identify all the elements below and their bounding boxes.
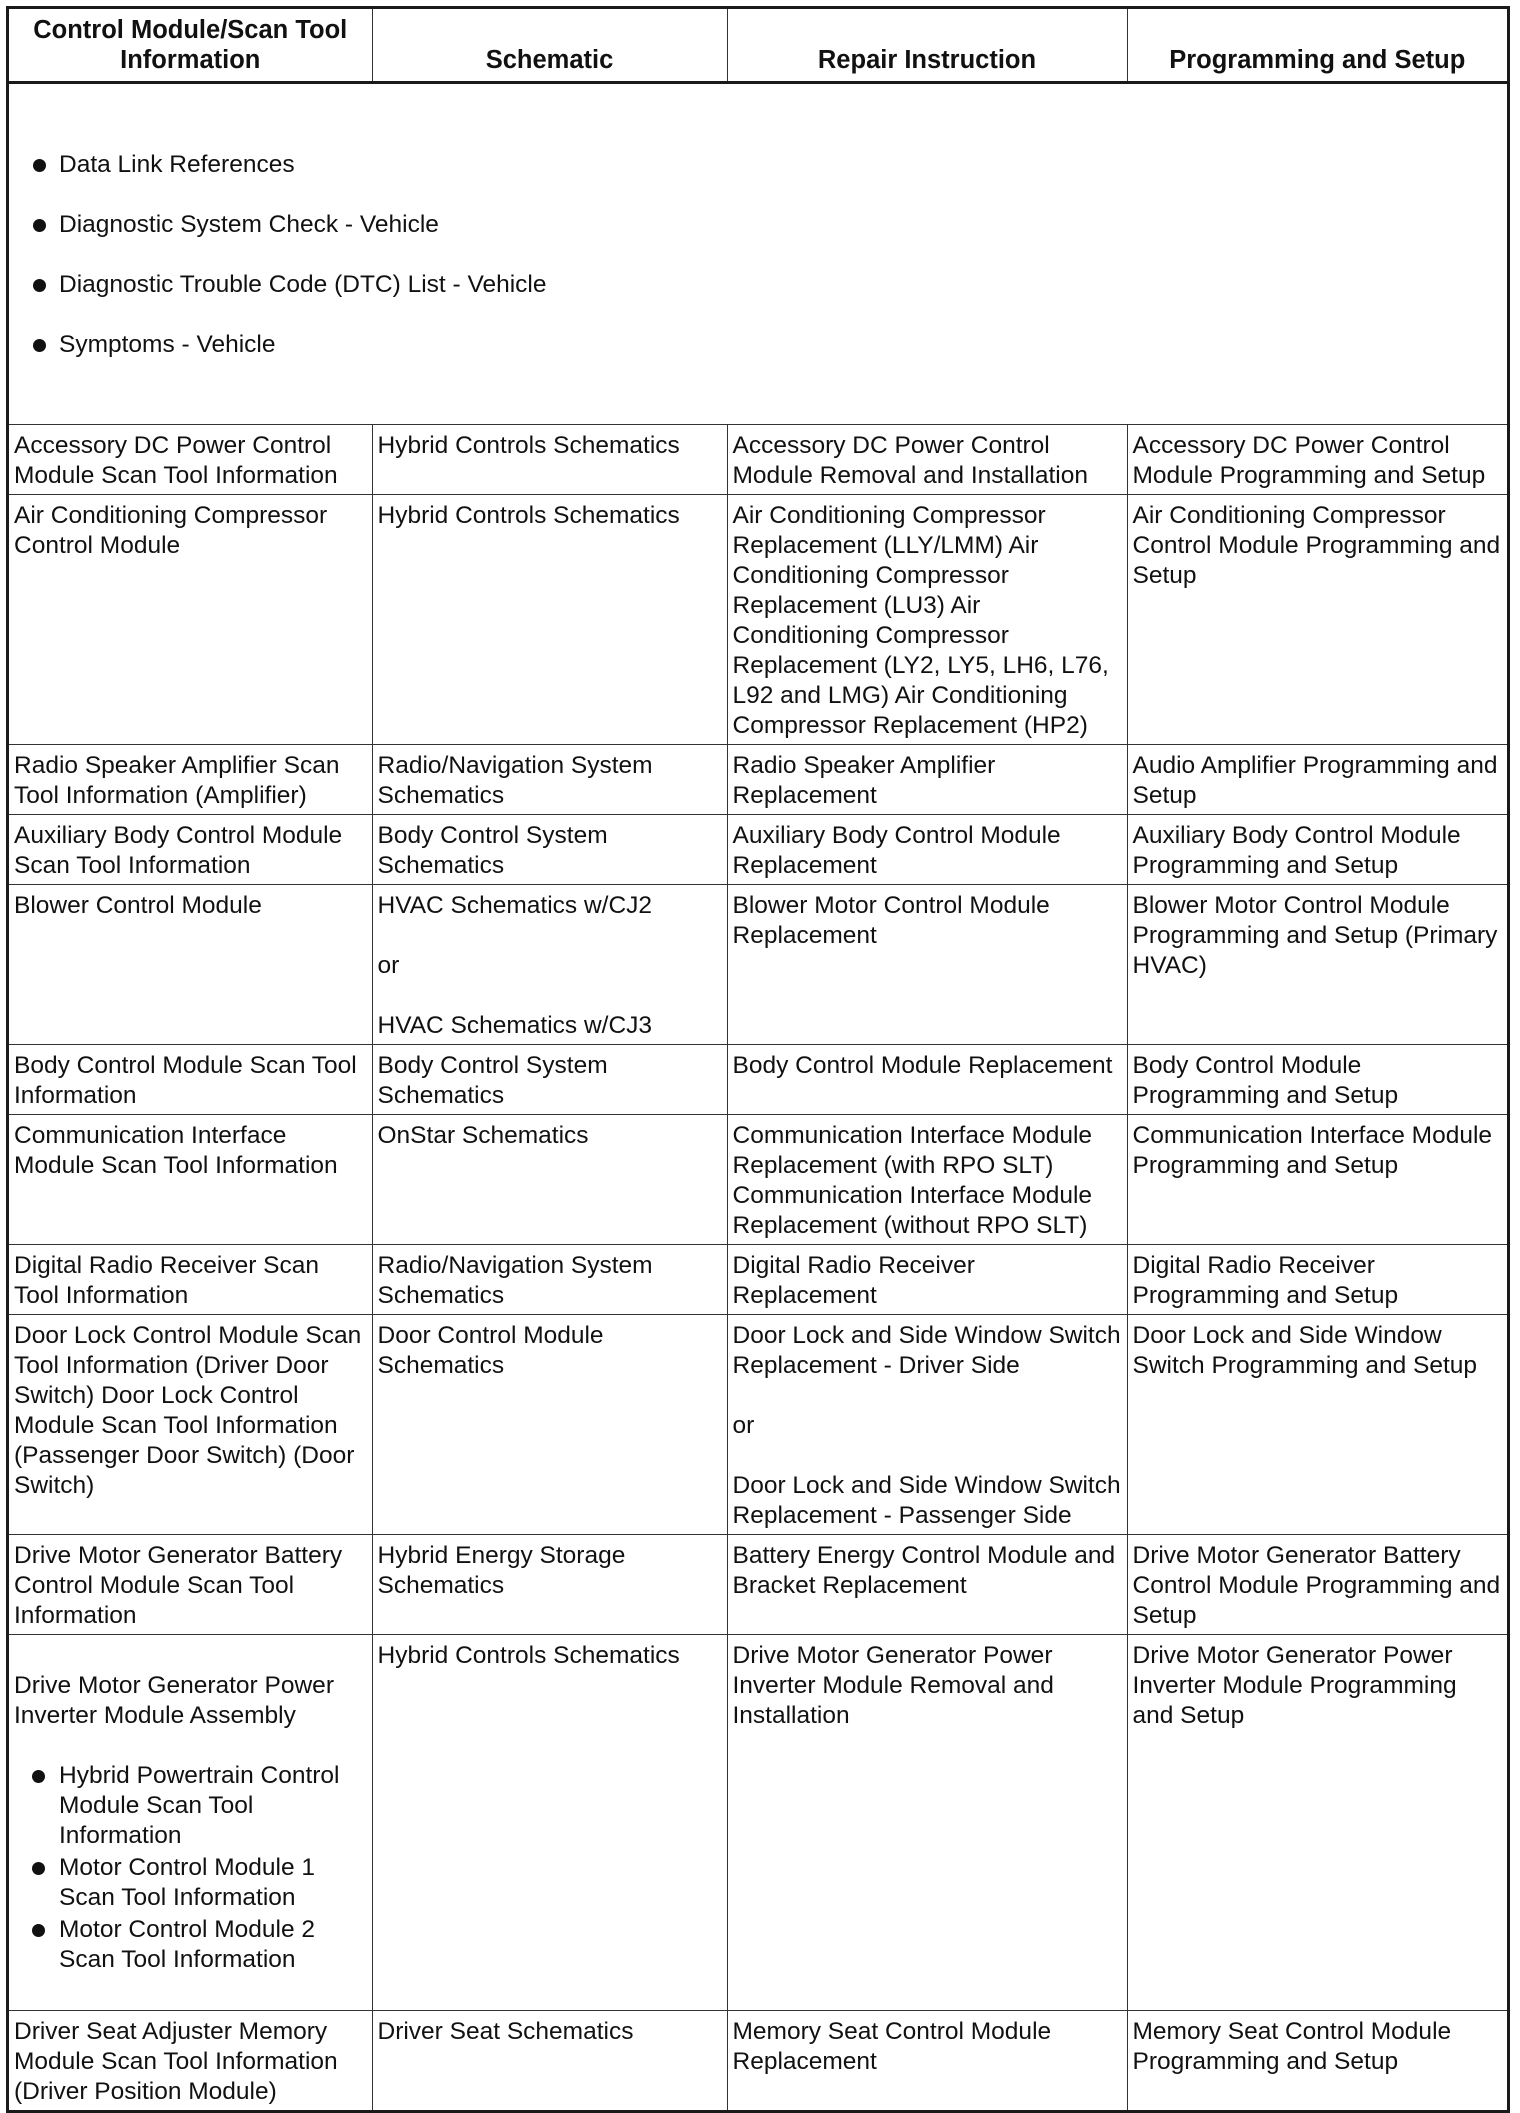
table-row (9, 1245, 1507, 1315)
repair-cell[interactable]: Accessory DC Power Control Module Removal and Installation (727, 425, 1127, 495)
module-cell[interactable]: Communication Interface Module Scan Tool Information (9, 1115, 372, 1245)
repair-cell[interactable]: Air Conditioning Compressor Replacement (LLY/LMM) Air Conditioning Compressor Replacement (LU3) Air Conditioning Compressor Replacement (LY2, LY5, LH6, L76, L92 and LMG) Air Conditioning Compressor Replacement (HP2) (727, 495, 1127, 745)
bullet-icon (32, 1770, 45, 1783)
module-cell[interactable]: Auxiliary Body Control Module Scan Tool Information (9, 815, 372, 885)
table-row (9, 1115, 1507, 1245)
programming-cell[interactable]: Door Lock and Side Window Switch Programming and Setup (1127, 1315, 1507, 1535)
list-item[interactable] (14, 1761, 368, 1851)
repair-cell[interactable]: Auxiliary Body Control Module Replacement (727, 815, 1127, 885)
schematic-cell[interactable]: Radio/Navigation System Schematics (372, 745, 727, 815)
table-row (9, 885, 1507, 1045)
table-row (9, 425, 1507, 495)
bullet-icon (32, 1862, 45, 1875)
repair-cell[interactable]: Radio Speaker Amplifier Replacement (727, 745, 1127, 815)
table-row (9, 815, 1507, 885)
programming-cell[interactable]: Air Conditioning Compressor Control Module Programming and Setup (1127, 495, 1507, 745)
repair-cell[interactable]: Digital Radio Receiver Replacement (727, 1245, 1127, 1315)
schematic-cell[interactable]: Body Control System Schematics (372, 815, 727, 885)
sub-module-link[interactable]: Hybrid Powertrain Control Module Scan Tool Information (59, 1762, 340, 1849)
header-repair-instruction: Repair Instruction (727, 9, 1127, 83)
list-item[interactable] (14, 1915, 368, 1975)
schematic-cell[interactable]: OnStar Schematics (372, 1115, 727, 1245)
reference-link[interactable]: Diagnostic System Check - Vehicle (59, 211, 439, 238)
schematic-cell[interactable]: Hybrid Energy Storage Schematics (372, 1535, 727, 1635)
table-row (9, 495, 1507, 745)
repair-cell[interactable]: Communication Interface Module Replacement (with RPO SLT) Communication Interface Module Replacement (without RPO SLT) (727, 1115, 1127, 1245)
schematic-cell[interactable]: Hybrid Controls Schematics (372, 1635, 727, 2011)
module-cell[interactable]: Drive Motor Generator Battery Control Module Scan Tool Information (9, 1535, 372, 1635)
module-reference-table (9, 9, 1507, 2110)
programming-cell[interactable]: Communication Interface Module Programming and Setup (1127, 1115, 1507, 1245)
module-cell[interactable]: Door Lock Control Module Scan Tool Information (Driver Door Switch) Door Lock Control Module Scan Tool Information (Passenger Door Switch) (Door Switch) (9, 1315, 372, 1535)
repair-cell[interactable]: Blower Motor Control Module Replacement (727, 885, 1127, 1045)
schematic-cell[interactable]: HVAC Schematics w/CJ2 or HVAC Schematics w/CJ3 (372, 885, 727, 1045)
repair-cell[interactable]: Battery Energy Control Module and Bracket Replacement (727, 1535, 1127, 1635)
module-cell[interactable]: Digital Radio Receiver Scan Tool Information (9, 1245, 372, 1315)
module-reference-document (6, 6, 1510, 2113)
programming-cell[interactable]: Drive Motor Generator Power Inverter Module Programming and Setup (1127, 1635, 1507, 2011)
list-item[interactable] (27, 150, 1501, 180)
bullet-icon (32, 1924, 45, 1937)
programming-cell[interactable]: Accessory DC Power Control Module Programming and Setup (1127, 425, 1507, 495)
programming-cell[interactable]: Audio Amplifier Programming and Setup (1127, 745, 1507, 815)
schematic-cell[interactable]: Hybrid Controls Schematics (372, 425, 727, 495)
header-programming-setup: Programming and Setup (1127, 9, 1507, 83)
module-cell[interactable]: Body Control Module Scan Tool Information (9, 1045, 372, 1115)
programming-cell[interactable]: Memory Seat Control Module Programming and Setup (1132, 2018, 1452, 2075)
bullet-icon (33, 159, 46, 172)
general-references-list (27, 120, 1501, 390)
programming-cell[interactable]: Body Control Module Programming and Setup (1127, 1045, 1507, 1115)
bullet-icon (33, 339, 46, 352)
programming-cell[interactable]: Auxiliary Body Control Module Programming and Setup (1127, 815, 1507, 885)
table-row (9, 745, 1507, 815)
list-item[interactable] (14, 1853, 368, 1913)
repair-cell[interactable]: Door Lock and Side Window Switch Replacement - Driver Side or Door Lock and Side Window Switch Replacement - Passenger Side (727, 1315, 1127, 1535)
header-module: Control Module/Scan Tool Information (9, 9, 372, 83)
programming-cell[interactable]: Blower Motor Control Module Programming and Setup (Primary HVAC) (1127, 885, 1507, 1045)
table-header-row (9, 9, 1507, 83)
header-schematic: Schematic (372, 9, 727, 83)
table-row (9, 1045, 1507, 1115)
list-item[interactable] (27, 270, 1501, 300)
programming-cell[interactable]: Digital Radio Receiver Programming and Setup (1127, 1245, 1507, 1315)
module-cell[interactable]: Driver Seat Adjuster Memory Module Scan Tool Information (Driver Position Module) (9, 2011, 372, 2111)
schematic-cell[interactable]: Driver Seat Schematics (372, 2011, 727, 2111)
sub-module-link[interactable]: Motor Control Module 1 Scan Tool Information (59, 1854, 316, 1911)
schematic-cell[interactable]: Radio/Navigation System Schematics (372, 1245, 727, 1315)
module-cell[interactable]: Accessory DC Power Control Module Scan Tool Information (9, 425, 372, 495)
module-cell[interactable]: Air Conditioning Compressor Control Module (9, 495, 372, 745)
general-references-row (9, 83, 1507, 425)
list-item[interactable] (27, 210, 1501, 240)
reference-link[interactable]: Symptoms - Vehicle (59, 331, 276, 358)
list-item[interactable] (27, 330, 1501, 360)
module-sub-list (14, 1761, 368, 1975)
reference-link[interactable]: Data Link References (59, 151, 295, 178)
table-row (9, 1635, 1507, 2011)
schematic-cell[interactable]: Door Control Module Schematics (372, 1315, 727, 1535)
schematic-cell[interactable]: Body Control System Schematics (372, 1045, 727, 1115)
bullet-icon (33, 279, 46, 292)
sub-module-link[interactable]: Motor Control Module 2 Scan Tool Information (59, 1916, 316, 1973)
module-cell (9, 1635, 372, 2011)
table-row (9, 2011, 1507, 2111)
programming-cell[interactable]: Drive Motor Generator Battery Control Module Programming and Setup (1127, 1535, 1507, 1635)
repair-cell[interactable]: Drive Motor Generator Power Inverter Module Removal and Installation (727, 1635, 1127, 2011)
module-cell-title[interactable]: Drive Motor Generator Power Inverter Module Assembly (14, 1672, 334, 1729)
module-cell[interactable]: Radio Speaker Amplifier Scan Tool Information (Amplifier) (9, 745, 372, 815)
module-cell[interactable]: Blower Control Module (9, 885, 372, 1045)
repair-cell[interactable]: Memory Seat Control Module Replacement (727, 2011, 1127, 2111)
table-row (9, 1535, 1507, 1635)
schematic-cell[interactable]: Hybrid Controls Schematics (372, 495, 727, 745)
reference-link[interactable]: Diagnostic Trouble Code (DTC) List - Vehicle (59, 271, 547, 298)
general-references-cell (9, 83, 1507, 425)
repair-cell[interactable]: Body Control Module Replacement (727, 1045, 1127, 1115)
table-row (9, 1315, 1507, 1535)
bullet-icon (33, 219, 46, 232)
